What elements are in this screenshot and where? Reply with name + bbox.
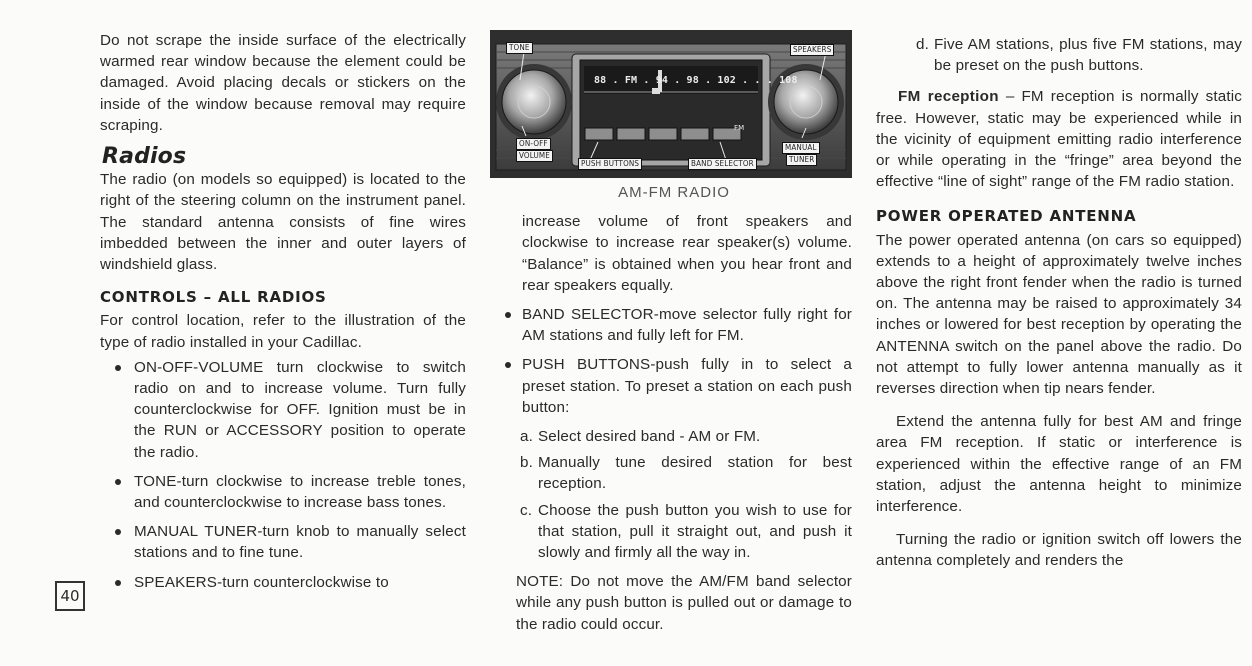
list-item	[496, 426, 852, 447]
fm-reception-paragraph	[876, 86, 1242, 192]
radios-heading: Radios	[102, 144, 187, 170]
controls-heading: CONTROLS – ALL RADIOS	[100, 288, 327, 307]
left-column	[100, 30, 466, 601]
turning-off-paragraph: Turning the radio or ignition switch off lowers the antenna completely and renders the	[876, 531, 1242, 570]
volume-label: VOLUME	[516, 150, 553, 162]
antenna-paragraph: The power operated antenna (on cars so equipped) extends to a height of approximately twelve inches above the right front fender when the radio is turned on. The antenna may be raised to approximately 34 inches or lowered for best reception by operating the ANTENNA switch on the panel above the radio. Do not attempt to fully lower antenna manually as it reverses direction when tip nears fender.	[876, 231, 1242, 398]
on-off-label: ON-OFF	[516, 138, 551, 150]
page-number: 40	[55, 581, 85, 611]
list-item: ON-OFF-VOLUME turn clockwise to switch radio on and to increase volume. Turn fully counterclockwise for OFF. Ignition must be in the RUN or ACCESSORY position to operate the radio.	[100, 357, 466, 463]
middle-list	[496, 304, 852, 418]
tone-label: TONE	[506, 42, 533, 54]
antenna-heading: POWER OPERATED ANTENNA	[876, 207, 1137, 226]
list-item: BAND SELECTOR-move selector fully right for AM stations and fully left for FM.	[496, 304, 852, 346]
controls-list	[100, 357, 466, 593]
speakers-label: SPEAKERS	[790, 44, 834, 56]
band-selector-note: NOTE: Do not move the AM/FM band selector while any push button is pulled out or damage to the radio could occur.	[516, 573, 852, 633]
list-item: PUSH BUTTONS-push fully in to select a preset station. To preset a station on each push button:	[496, 354, 852, 418]
radio-illustration	[490, 30, 852, 178]
band-selector-label: BAND SELECTOR	[688, 158, 757, 170]
middle-column	[496, 30, 852, 635]
step-text: Choose the push button you wish to use for that station, pull it straight out, and push it slowly and firmly all the way in.	[538, 501, 852, 562]
list-item: SPEAKERS-turn counterclockwise to	[100, 572, 466, 593]
list-item	[876, 34, 1242, 76]
step-text: Manually tune desired station for best reception.	[538, 454, 852, 493]
rear-window-paragraph: Do not scrape the inside surface of the electrically warmed rear window because the element could be damaged. Avoid placing decals or stickers on the inside of the window because removal may require scraping.	[100, 32, 466, 134]
manual-label: MANUAL	[782, 142, 820, 154]
extend-antenna-paragraph: Extend the antenna fully for best AM and fringe area FM reception. If static or interference is experienced within the effective range of an FM station, adjust the antenna height to minimize interference.	[876, 413, 1242, 516]
right-column	[876, 34, 1242, 572]
figure-caption: AM-FM RADIO	[618, 184, 730, 201]
radios-paragraph: The radio (on models so equipped) is located to the right of the steering column on the instrument panel. The standard antenna consists of fine wires imbedded between the inner and outer layers of windshield glass.	[100, 171, 466, 274]
list-item: MANUAL TUNER-turn knob to manually select stations and to fine tune.	[100, 521, 466, 563]
fm-reception-text: – FM reception is normally static free. However, static may be experienced while in the vicinity of equipment emitting radio interference or while operating in the “fringe” area beyond the effective “line of sight” range of the FM radio station.	[876, 88, 1242, 191]
fm-indicator: FM	[734, 124, 745, 132]
step-text: Select desired band - AM or FM.	[538, 428, 761, 446]
step-marker: c.	[520, 501, 533, 519]
speakers-continuation: increase volume of front speakers and clockwise to increase rear speaker(s) volume. “Balance” is obtained when you hear front and rear speakers equally.	[522, 213, 852, 294]
preset-steps	[496, 426, 852, 563]
step-text: Five AM stations, plus five FM stations, may be preset on the push buttons.	[934, 36, 1242, 75]
preset-steps-continued	[876, 34, 1242, 76]
step-marker: a.	[520, 428, 533, 446]
fm-reception-lead: FM reception	[898, 88, 999, 106]
controls-paragraph: For control location, refer to the illustration of the type of radio installed in your Cadillac.	[100, 312, 466, 351]
list-item	[496, 452, 852, 494]
step-marker: d.	[916, 36, 929, 53]
list-item	[496, 500, 852, 564]
dial-scale: 88 . FM . 94 . 98 . 102 . . . 108	[594, 75, 798, 86]
tuner-label: TUNER	[786, 154, 817, 166]
push-buttons-label: PUSH BUTTONS	[578, 158, 642, 170]
list-item: TONE-turn clockwise to increase treble tones, and counterclockwise to increase bass tones.	[100, 471, 466, 513]
step-marker: b.	[520, 454, 533, 472]
